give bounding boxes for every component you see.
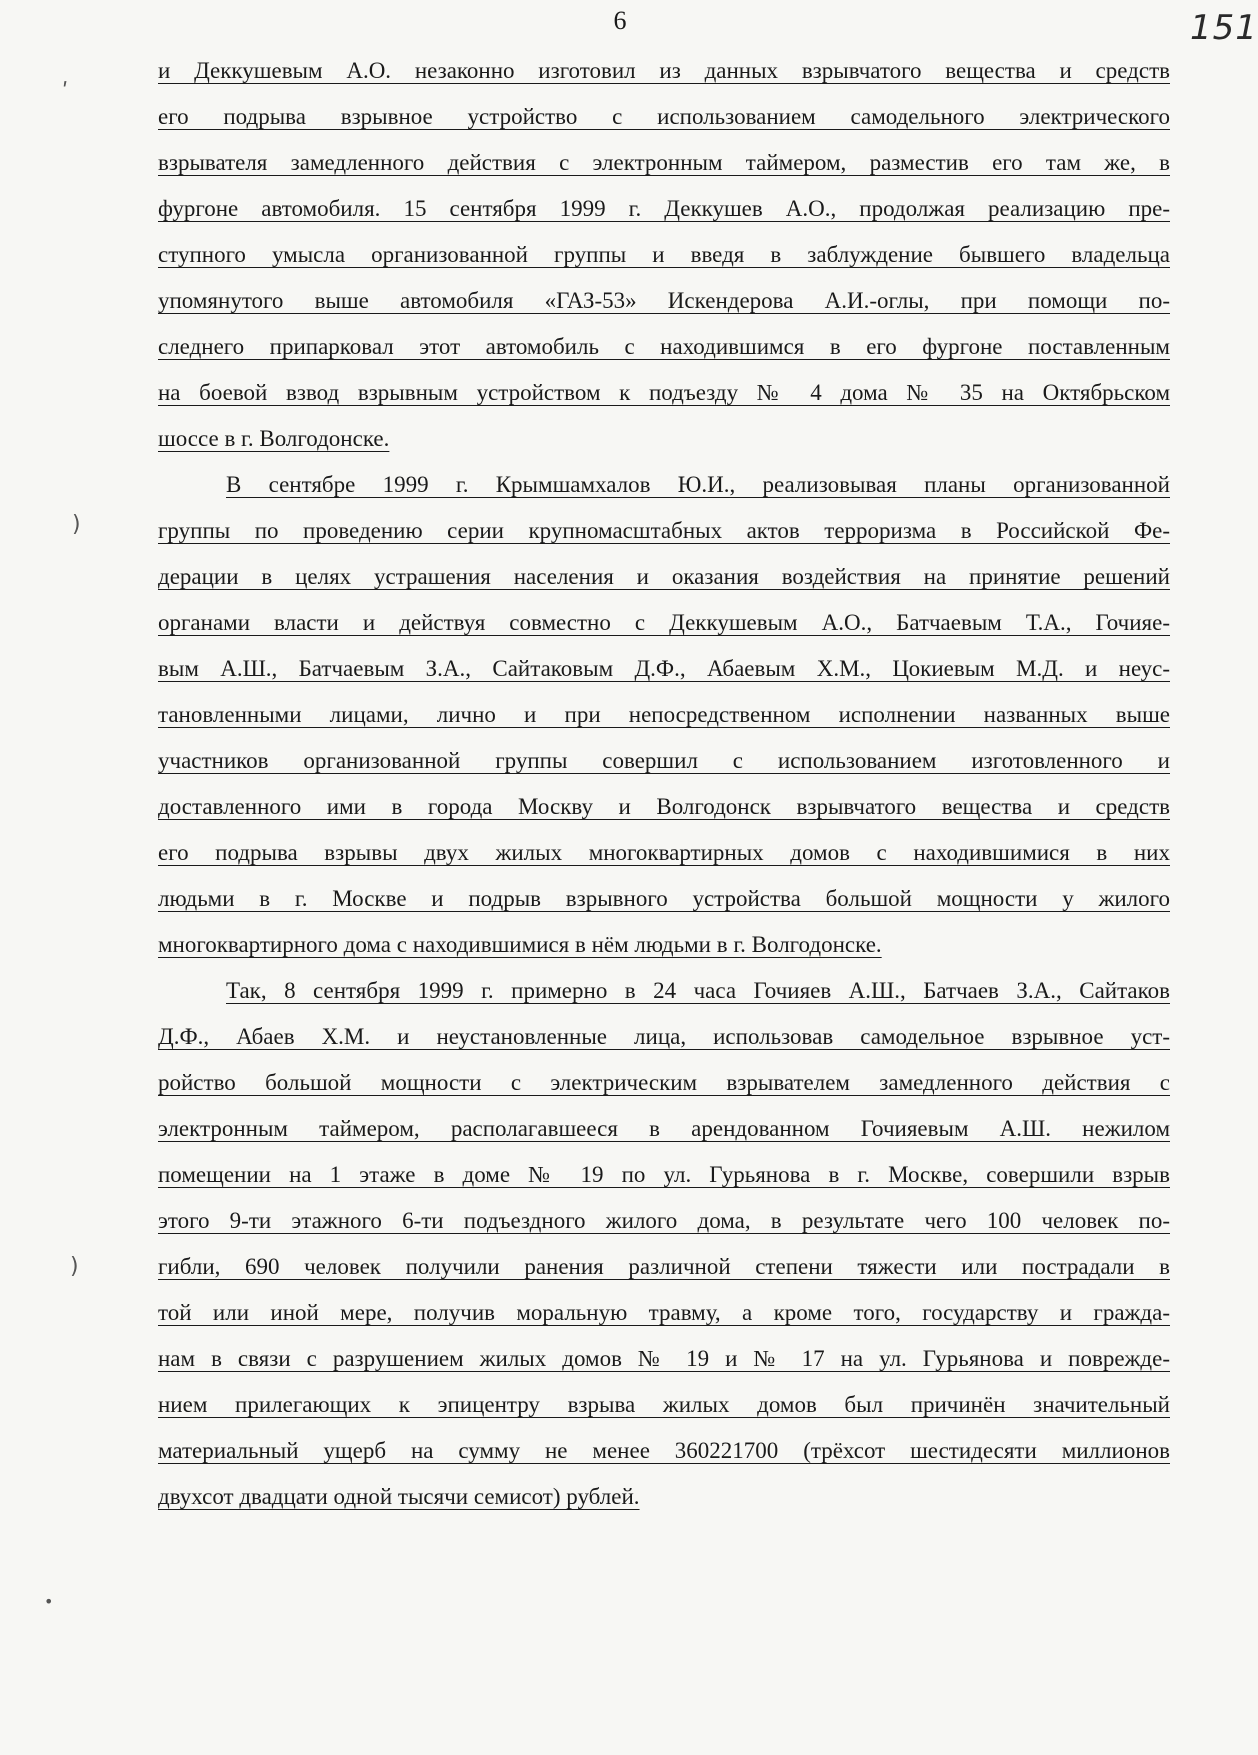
margin-mark: ʹ xyxy=(62,80,69,105)
text-line: взрывателя замедленного действия с электронным таймером, разместив его там же, в xyxy=(158,150,1170,175)
document-body xyxy=(158,48,1170,1520)
text-line: многоквартирного дома с находившимися в нём людьми в г. Волгодонске. xyxy=(158,932,882,957)
text-line: гибли, 690 человек получили ранения различной степени тяжести или пострадали в xyxy=(158,1254,1170,1279)
text-line: двухсот двадцати одной тысячи семисот) рублей. xyxy=(158,1484,640,1509)
text-line: электронным таймером, располагавшееся в арендованном Гочияевым А.Ш. нежилом xyxy=(158,1116,1170,1141)
text-line: упомянутого выше автомобиля «ГАЗ-53» Искендерова А.И.-оглы, при помощи по- xyxy=(158,288,1170,313)
text-line: тановленными лицами, лично и при непосредственном исполнении названных выше xyxy=(158,702,1170,727)
text-line: Д.Ф., Абаев Х.М. и неустановленные лица, использовав самодельное взрывное уст- xyxy=(158,1024,1170,1049)
sheet-number: 151 xyxy=(1190,8,1258,48)
text-line: той или иной мере, получив моральную травму, а кроме того, государству и гражда- xyxy=(158,1300,1170,1325)
text-line: его подрыва взрывы двух жилых многоквартирных домов с находившимися в них xyxy=(158,840,1170,865)
margin-mark: • xyxy=(44,1592,54,1611)
paragraph xyxy=(158,48,1170,462)
text-line: участников организованной группы совершил с использованием изготовленного и xyxy=(158,748,1170,773)
text-line: на боевой взвод взрывным устройством к подъезду № 4 дома № 35 на Октябрьском xyxy=(158,380,1170,405)
text-line: нам в связи с разрушением жилых домов № 19 и № 17 на ул. Гурьянова и поврежде- xyxy=(158,1346,1170,1371)
text-line: доставленного ими в города Москву и Волгодонск взрывчатого вещества и средств xyxy=(158,794,1170,819)
text-line: его подрыва взрывное устройство с использованием самодельного электрического xyxy=(158,104,1170,129)
text-line: нием прилегающих к эпицентру взрыва жилых домов был причинён значительный xyxy=(158,1392,1170,1417)
margin-mark: ) xyxy=(72,512,81,537)
paragraph xyxy=(158,462,1170,968)
text-line: ройство большой мощности с электрическим взрывателем замедленного действия с xyxy=(158,1070,1170,1095)
text-line: фургоне автомобиля. 15 сентября 1999 г. Деккушев А.О., продолжая реализацию пре- xyxy=(158,196,1170,221)
text-line: ступного умысла организованной группы и введя в заблуждение бывшего владельца xyxy=(158,242,1170,267)
text-line: дерации в целях устрашения населения и оказания воздействия на принятие решений xyxy=(158,564,1170,589)
text-line: следнего припарковал этот автомобиль с находившимся в его фургоне поставленным xyxy=(158,334,1170,359)
text-line: В сентябре 1999 г. Крымшамхалов Ю.И., реализовывая планы организованной xyxy=(226,472,1170,497)
text-line: шоссе в г. Волгодонске. xyxy=(158,426,390,451)
text-line: этого 9-ти этажного 6-ти подъездного жилого дома, в результате чего 100 человек по- xyxy=(158,1208,1170,1233)
margin-mark: ) xyxy=(70,1254,79,1279)
text-line: помещении на 1 этаже в доме № 19 по ул. Гурьянова в г. Москве, совершили взрыв xyxy=(158,1162,1170,1187)
paragraph xyxy=(158,968,1170,1520)
text-line: вым А.Ш., Батчаевым З.А., Сайтаковым Д.Ф., Абаевым Х.М., Цокиевым М.Д. и неус- xyxy=(158,656,1170,681)
text-line: Так, 8 сентября 1999 г. примерно в 24 часа Гочияев А.Ш., Батчаев З.А., Сайтаков xyxy=(226,978,1170,1003)
page-number: 6 xyxy=(613,6,627,35)
text-line: людьми в г. Москве и подрыв взрывного устройства большой мощности у жилого xyxy=(158,886,1170,911)
text-line: органами власти и действуя совместно с Деккушевым А.О., Батчаевым Т.А., Гочияе- xyxy=(158,610,1170,635)
text-line: и Деккушевым А.О. незаконно изготовил из данных взрывчатого вещества и средств xyxy=(158,58,1170,83)
text-line: группы по проведению серии крупномасштабных актов терроризма в Российской Фе- xyxy=(158,518,1170,543)
text-line: материальный ущерб на сумму не менее 360221700 (трёхсот шестидесяти миллионов xyxy=(158,1438,1170,1463)
